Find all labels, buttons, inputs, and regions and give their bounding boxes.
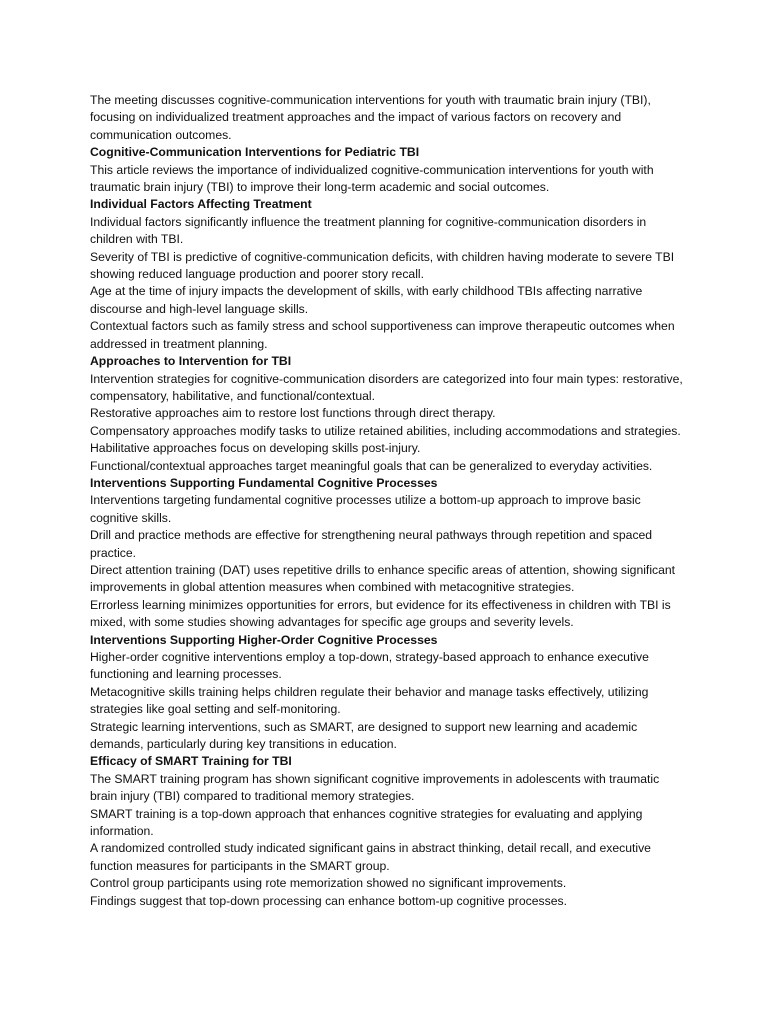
section-heading: Interventions Supporting Higher-Order Cognitive Processes xyxy=(90,632,438,647)
paragraph: Control group participants using rote memorization showed no significant improvements. xyxy=(90,876,567,891)
paragraph: Compensatory approaches modify tasks to utilize retained abilities, including accommodations and strategies. xyxy=(90,423,681,438)
paragraph: Drill and practice methods are effective for strengthening neural pathways through repetition and spaced practice. xyxy=(90,528,653,560)
section-heading: Efficacy of SMART Training for TBI xyxy=(90,754,292,769)
paragraph: Strategic learning interventions, such as SMART, are designed to support new learning and academic demands, particularly during key transitions in education. xyxy=(90,719,638,752)
intro-paragraph: The meeting discusses cognitive-communication interventions for youth with traumatic brain injury (TBI), focusing on individualized treatment approaches and the impact of various factors on recovery and communication outcomes. xyxy=(90,93,651,142)
paragraph: Age at the time of injury impacts the development of skills, with early childhood TBIs affecting narrative discourse and high-level language skills. xyxy=(90,284,643,316)
paragraph: Habilitative approaches focus on developing skills post-injury. xyxy=(90,441,421,456)
paragraph: The SMART training program has shown significant cognitive improvements in adolescents with traumatic brain injury (TBI) compared to traditional memory strategies. xyxy=(90,771,660,804)
paragraph: SMART training is a top-down approach that enhances cognitive strategies for evaluating and applying information. xyxy=(90,806,643,839)
paragraph: Restorative approaches aim to restore lost functions through direct therapy. xyxy=(90,406,496,421)
section-heading: Individual Factors Affecting Treatment xyxy=(90,197,312,212)
paragraph: Findings suggest that top-down processing can enhance bottom-up cognitive processes. xyxy=(90,893,567,908)
section-heading: Interventions Supporting Fundamental Cognitive Processes xyxy=(90,475,438,490)
paragraph: Direct attention training (DAT) uses repetitive drills to enhance specific areas of attention, showing significant improvements in global attention measures when combined with metacognitive strategies. xyxy=(90,562,676,595)
paragraph: Higher-order cognitive interventions employ a top-down, strategy-based approach to enhance executive functioning and learning processes. xyxy=(90,650,649,682)
paragraph: Functional/contextual approaches target meaningful goals that can be generalized to everyday activities. xyxy=(90,458,653,473)
section-heading: Approaches to Intervention for TBI xyxy=(90,354,292,369)
paragraph: Severity of TBI is predictive of cognitive-communication deficits, with children having moderate to severe TBI showing reduced language production and poorer story recall. xyxy=(90,249,675,282)
section-heading: Cognitive-Communication Interventions for Pediatric TBI xyxy=(90,145,420,160)
paragraph: Errorless learning minimizes opportunities for errors, but evidence for its effectiveness in children with TBI is mixed, with some studies showing advantages for specific age groups and severity levels. xyxy=(90,597,671,630)
paragraph: Contextual factors such as family stress and school supportiveness can improve therapeutic outcomes when addressed in treatment planning. xyxy=(90,319,675,351)
paragraph: Intervention strategies for cognitive-communication disorders are categorized into four main types: restorative, compensatory, habilitative, and functional/contextual. xyxy=(90,371,683,403)
document-page xyxy=(90,92,686,910)
paragraph: This article reviews the importance of individualized cognitive-communication interventions for youth with traumatic brain injury (TBI) to improve their long-term academic and social outcomes. xyxy=(90,162,654,195)
paragraph: Metacognitive skills training helps children regulate their behavior and manage tasks effectively, utilizing strategies like goal setting and self-monitoring. xyxy=(90,684,649,717)
paragraph: Interventions targeting fundamental cognitive processes utilize a bottom-up approach to improve basic cognitive skills. xyxy=(90,493,641,525)
paragraph: A randomized controlled study indicated significant gains in abstract thinking, detail recall, and executive function measures for participants in the SMART group. xyxy=(90,841,651,873)
paragraph: Individual factors significantly influence the treatment planning for cognitive-communication disorders in children with TBI. xyxy=(90,214,647,247)
